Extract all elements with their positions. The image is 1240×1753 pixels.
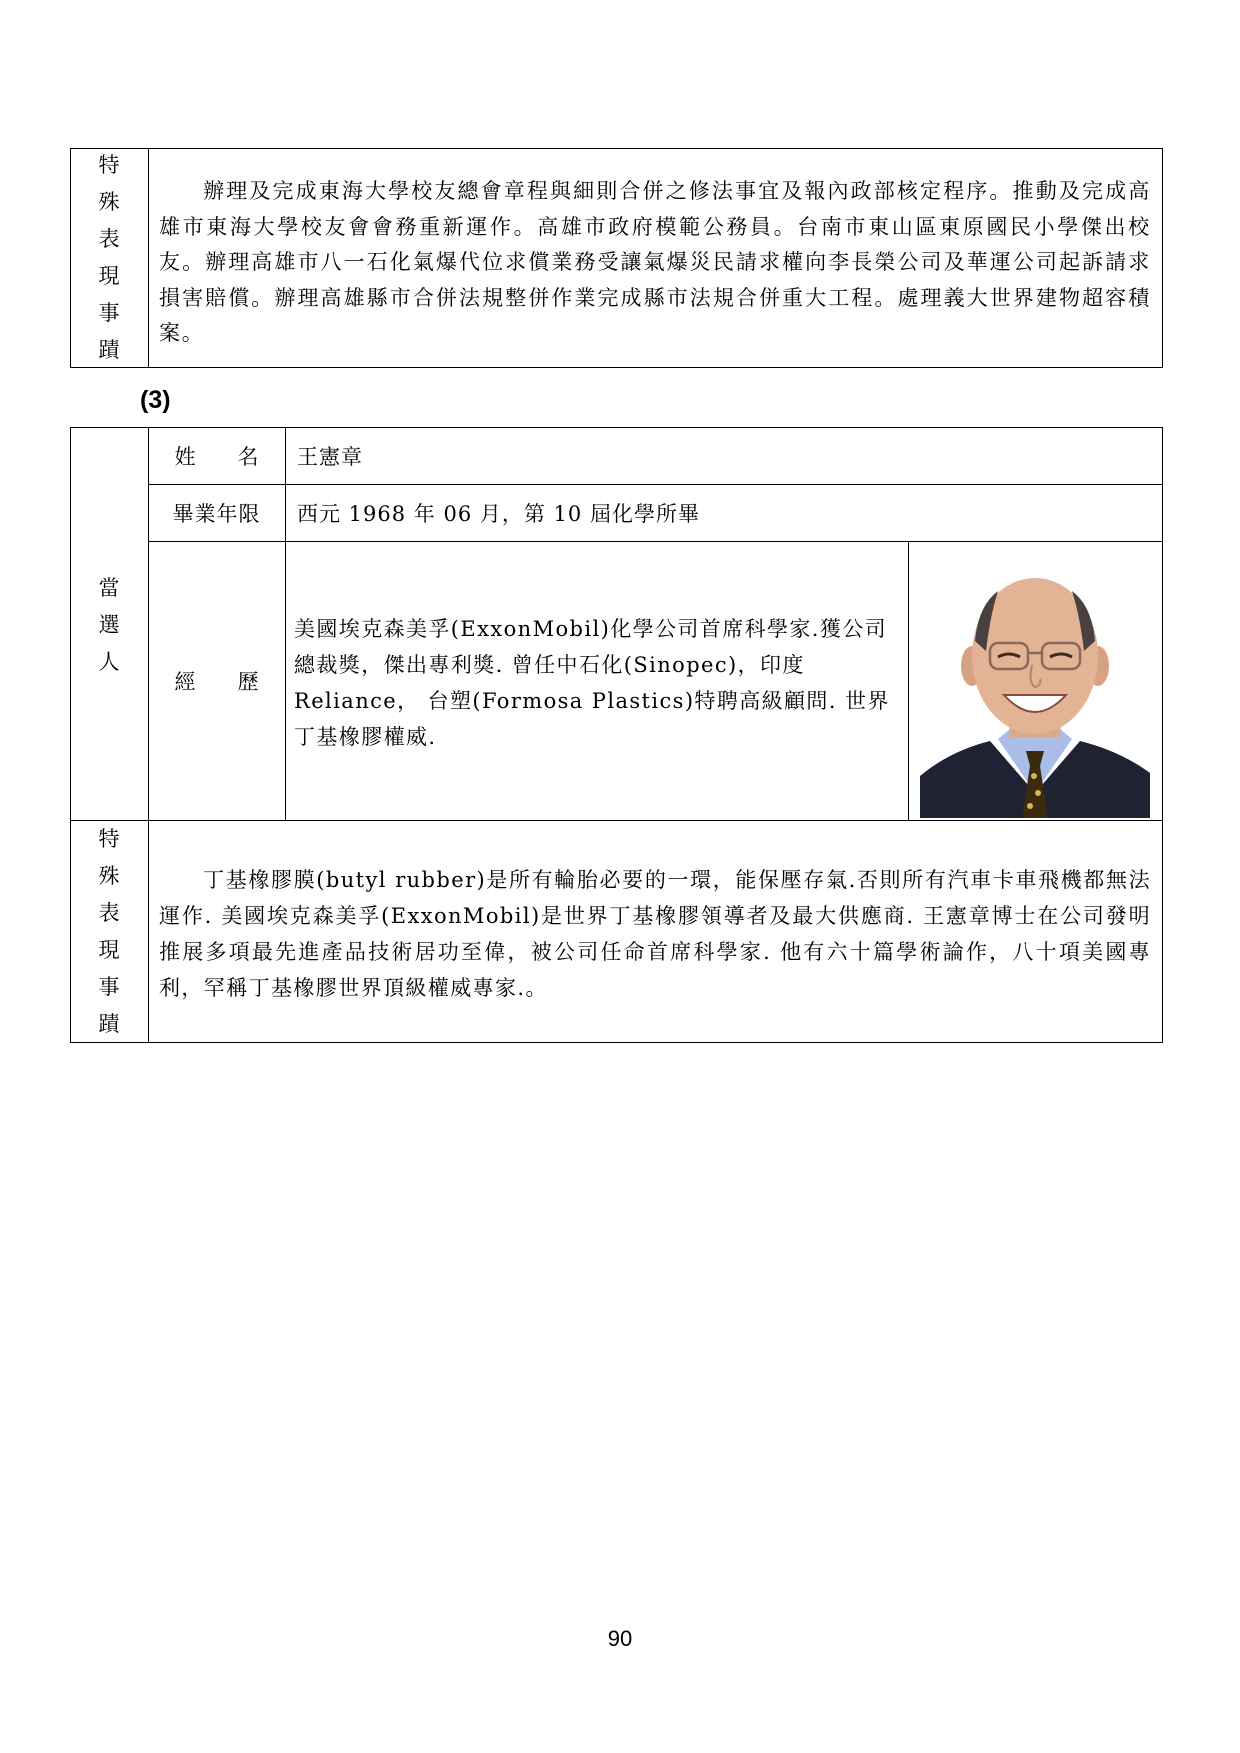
experience-text: 美國埃克森美孚(ExxonMobil)化學公司首席科學家.獲公司總裁獎，傑出專利獎. 曾任中石化(Sinopec)，印度Reliance， 台塑(Formosa Plastics)特聘高級顧問. 世界丁基橡膠權威. [294, 617, 890, 749]
grad-label: 畢業年限 [172, 501, 261, 526]
achievements-label-1 [70, 148, 148, 368]
table-line [285, 427, 286, 820]
achievements-table-1-divider [148, 148, 149, 368]
label-char: 殊 [98, 190, 120, 214]
label-char: 事 [98, 301, 120, 325]
page-number: 90 [607, 1626, 633, 1651]
candidate-group-label [70, 570, 148, 690]
label-char: 現 [98, 264, 120, 288]
label-char: 表 [98, 900, 120, 925]
experience-label: 經 歷 [174, 669, 259, 694]
label-char: 蹟 [98, 338, 120, 362]
label-char: 人 [98, 650, 120, 674]
label-char: 特 [98, 153, 120, 177]
achievements-text-1: 辦理及完成東海大學校友總會章程與細則合併之修法事宜及報內政部核定程序。推動及完成高雄市東海大學校友會會務重新運作。高雄市政府模範公務員。台南市東山區東原國民小學傑出校友。辦理高雄市八一石化氣爆代位求償業務受讓氣爆災民請求權向李長榮公司及華運公司起訴請求損害賠償。辦理高雄縣市合併法規整併作業完成縣市法規合併重大工程。處理義大世界建物超容積案。 [159, 179, 1151, 345]
name-label: 姓 名 [174, 444, 259, 469]
table-line [148, 541, 1163, 542]
table-line [908, 541, 909, 820]
achievements-label-2 [70, 820, 148, 1043]
label-char: 選 [98, 613, 120, 637]
label-char: 蹟 [98, 1011, 120, 1036]
table-line [70, 820, 1163, 821]
label-char: 特 [98, 826, 120, 851]
label-char: 表 [98, 227, 120, 251]
label-char: 殊 [98, 863, 120, 888]
portrait-image [920, 561, 1150, 818]
label-char: 現 [98, 937, 120, 962]
grad-value: 西元 1968 年 06 月，第 10 屆化學所畢 [297, 501, 700, 526]
name-value: 王憲章 [297, 444, 363, 469]
label-char: 事 [98, 974, 120, 999]
portrait-photo [920, 561, 1150, 818]
section-number: (3) [140, 386, 171, 414]
label-char: 當 [98, 576, 120, 600]
achievements-text-2: 丁基橡膠膜(butyl rubber)是所有輪胎必要的一環，能保壓存氣.否則所有汽車卡車飛機都無法運作. 美國埃克森美孚(ExxonMobil)是世界丁基橡膠領導者及最大供應商. 王憲章博士在公司發明推展多項最先進產品技術居功至偉，被公司任命首席科學家. 他有六十篇學術論作，八十項美國專利，罕稱丁基橡膠世界頂級權威專家.。 [159, 868, 1151, 1000]
